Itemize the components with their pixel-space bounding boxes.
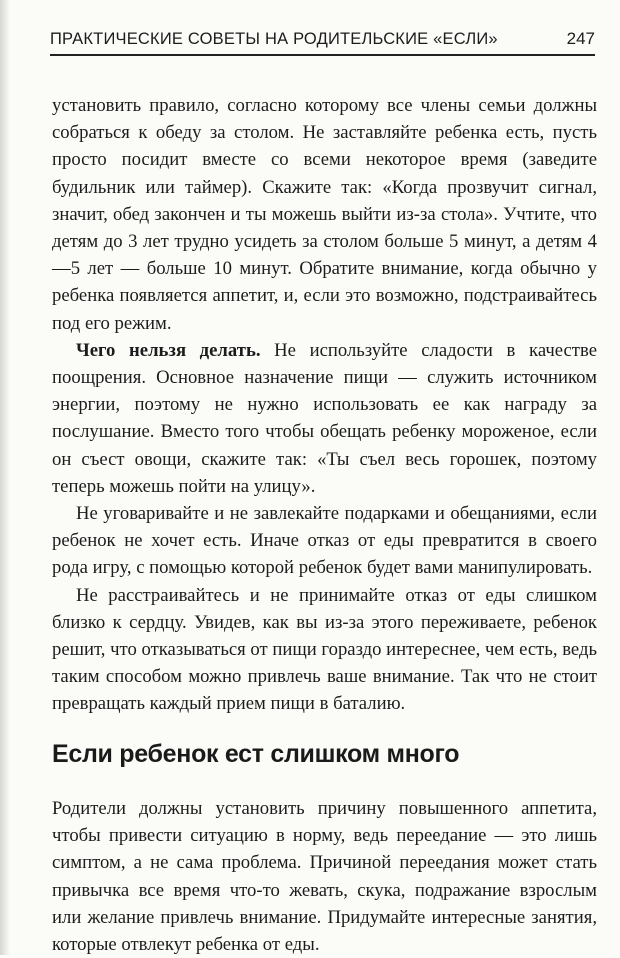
running-header-title: ПРАКТИЧЕСКИЕ СОВЕТЫ НА РОДИТЕЛЬСКИЕ «ЕСЛИ»: [50, 30, 498, 48]
paragraph-no-persuasion: Не уговаривайте и не завлекайте подарками и обещаниями, если ребенок не хочет есть. Иначе отказ от еды превратится в своего рода игру, с помощью которой ребенок будет вами манипулировать.: [52, 503, 597, 579]
paragraph-dont-do: [52, 337, 597, 500]
main-text-block: [52, 92, 597, 718]
page-number: 247: [566, 29, 595, 48]
section-heading: Если ребенок ест слишком много: [52, 740, 460, 768]
running-header: [50, 20, 595, 56]
paragraph-body: Не используйте сладости в качестве поощрения. Основное назначение пищи — служить источником энергии, поэтому не нужно использовать ее как награду за послушание. Вместо того чтобы обещать ребенку мороженое, если он съест овощи, скажите так: «Ты съел весь горошек, поэтому теперь можешь пойти на улицу».: [52, 339, 597, 497]
section-text-block: [52, 795, 597, 958]
paragraph-continued: установить правило, согласно которому все члены семьи должны собраться к обеду за столом. Не заставляйте ребенка есть, пусть просто посидит вместе со всеми некоторое время (заведите будильник или таймер). Скажите так: «Когда прозвучит сигнал, значит, обед закончен и ты можешь выйти из-за стола». Учтите, что детям до 3 лет трудно усидеть за столом больше 5 минут, а детям 4—5 лет — больше 10 минут. Обратите внимание, когда обычно у ребенка появляется аппетит, и, если это возможно, подстраивайтесь под его режим.: [52, 95, 597, 334]
section-paragraph: Родители должны установить причину повышенного аппетита, чтобы привести ситуацию в норму, ведь переедание — это лишь симптом, а не сама проблема. Причиной переедания может стать привычка все время что-то жевать, скука, подражание взрослым или желание привлечь внимание. Придумайте интересные занятия, которые отвлекут ребенка от еды.: [52, 798, 597, 956]
paragraph-lead-in: Чего нельзя делать.: [76, 339, 261, 361]
page-spine-shadow: [0, 0, 10, 955]
paragraph-no-upset: Не расстраивайтесь и не принимайте отказ от еды слишком близко к сердцу. Увидев, как вы из-за этого переживаете, ребенок решит, что отказываться от пищи гораздо интереснее, чем есть, ведь таким способом можно привлечь ваше внимание. Так что не стоит превращать каждый прием пищи в баталию.: [52, 584, 598, 715]
